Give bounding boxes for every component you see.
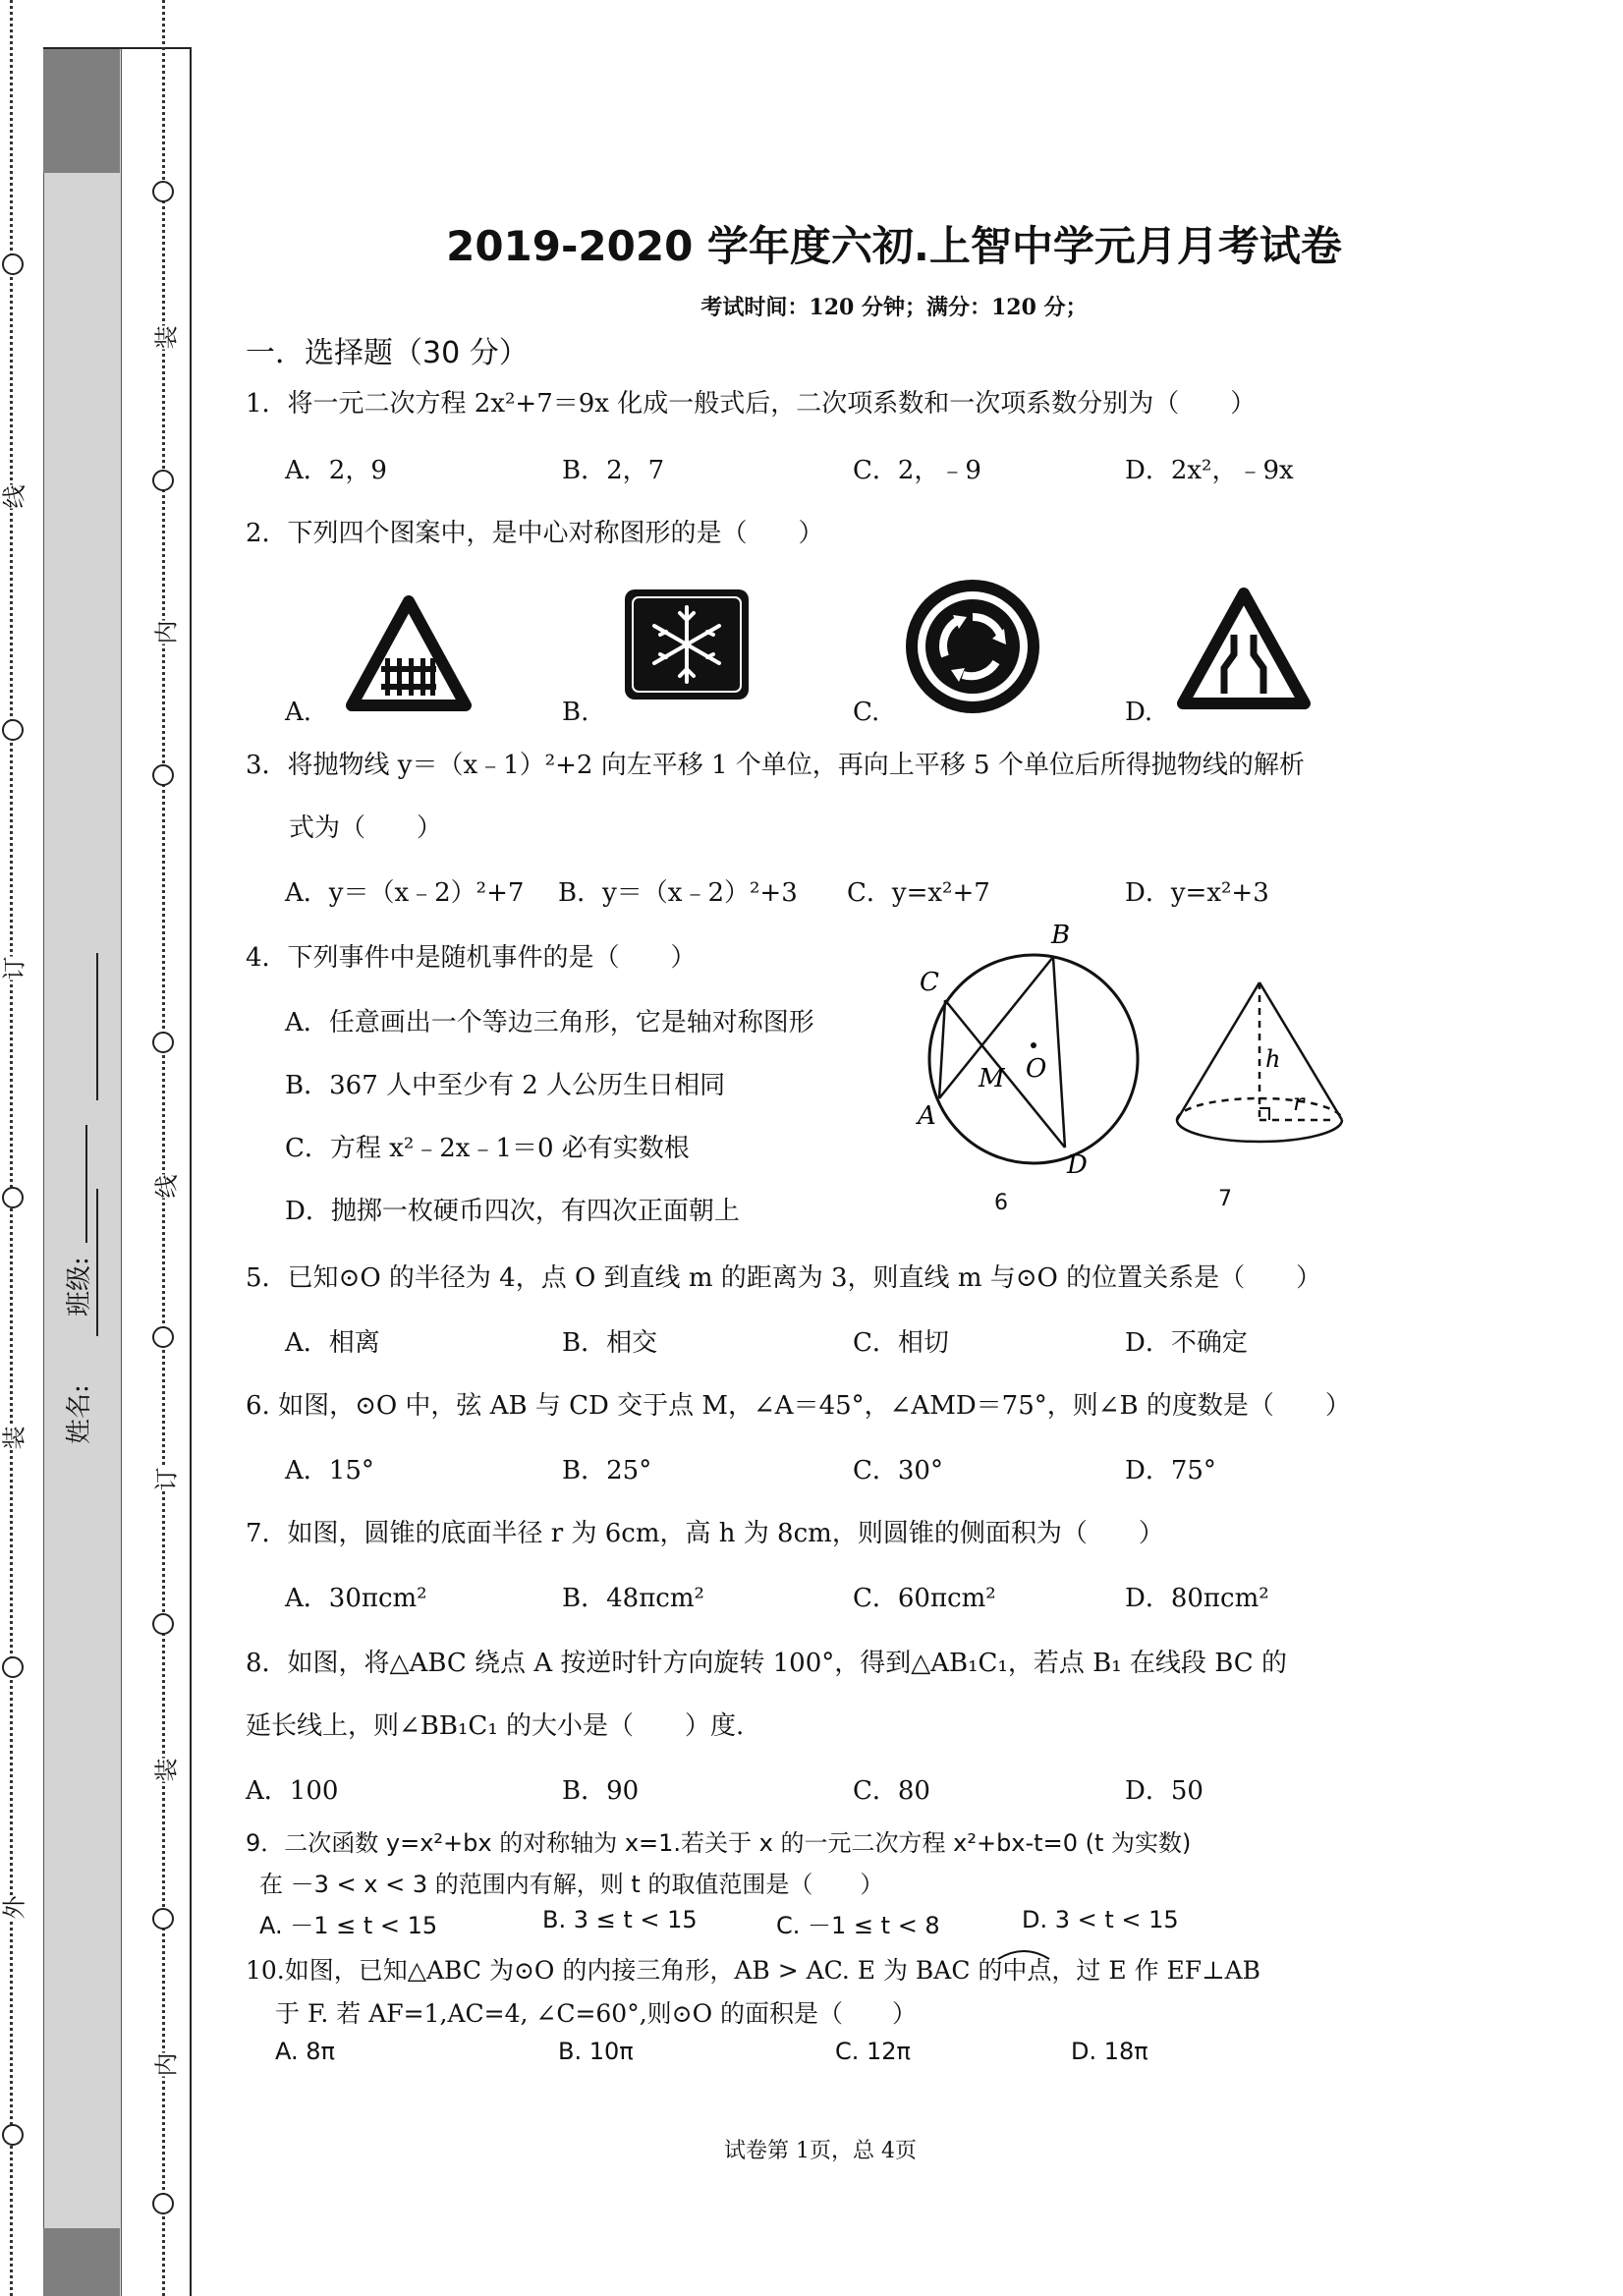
q8-option-a[interactable]: A．100 <box>246 1776 339 1806</box>
q10-option-d[interactable]: D. 18π <box>1071 2038 1148 2065</box>
q6-option-a[interactable]: A．15° <box>285 1456 374 1485</box>
fig7-label-h: h <box>1265 1045 1281 1073</box>
q3-option-c[interactable]: C．y=x²+7 <box>847 878 990 908</box>
outer-char-xian: 线 <box>0 485 29 509</box>
q9-option-c[interactable]: C. －1 ≤ t < 8 <box>776 1912 940 1939</box>
page-title: 2019-2020 学年度六初.上智中学元月月考试卷 <box>446 222 1342 270</box>
q7-stem: 7．如图，圆锥的底面半径 r 为 6cm，高 h 为 8cm，则圆锥的侧面积为（ ） <box>246 1519 1164 1548</box>
class-underline <box>96 953 98 1100</box>
inner-circle-6 <box>152 1613 174 1635</box>
inner-char-zhuang-2: 装 <box>147 1759 182 1782</box>
q5-option-d[interactable]: D．不确定 <box>1125 1328 1248 1358</box>
q1-stem: 1．将一元二次方程 2x²+7＝9x 化成一般式后，二次项系数和一次项系数分别为（ ） <box>246 389 1257 419</box>
q2-option-c[interactable]: C. <box>853 698 880 727</box>
fig6-label-o: O <box>1026 1054 1047 1084</box>
inner-circle-1 <box>152 181 174 202</box>
fig7-label-r: r <box>1293 1089 1305 1116</box>
q4-stem: 4．下列事件中是随机事件的是（ ） <box>246 943 697 973</box>
binding-top-block <box>43 47 120 173</box>
inner-circle-2 <box>152 470 174 491</box>
roundabout-sign-icon <box>902 576 1043 717</box>
q8-stem-line1: 8．如图，将△ABC 绕点 A 按逆时针方向旋转 100°，得到△AB₁C₁，若点 B₁ 在线段 BC 的 <box>246 1649 1287 1678</box>
inner-char-nei-2: 内 <box>147 2053 182 2077</box>
q7-option-a[interactable]: A．30πcm² <box>285 1584 427 1613</box>
outer-circle-4 <box>2 1656 24 1678</box>
q1-option-a[interactable]: A．2，9 <box>285 456 387 485</box>
arc-mark-icon <box>994 1947 1053 1961</box>
q4-option-c[interactable]: C．方程 x²﹣2x﹣1＝0 必有实数根 <box>285 1134 690 1163</box>
q3-option-b[interactable]: B．y＝（x﹣2）²+3 <box>558 878 798 908</box>
class-field[interactable] <box>59 1120 98 1316</box>
q10-stem-line1: 10.如图，已知△ABC 为⊙O 的内接三角形，AB > AC. E 为 BAC 的中点，过 E 作 EF⊥AB <box>246 1956 1261 1985</box>
q3-stem-line1: 3．将抛物线 y＝（x﹣1）²+2 向左平移 1 个单位，再向上平移 5 个单位后所得抛物线的解析 <box>246 751 1305 780</box>
inner-solid-line <box>190 47 192 2296</box>
class-label: 班级: <box>65 1257 94 1316</box>
q8-option-c[interactable]: C．80 <box>853 1776 930 1806</box>
q3-option-a[interactable]: A．y＝（x﹣2）²+7 <box>285 878 525 908</box>
binding-top-border <box>43 47 191 49</box>
q10-option-c[interactable]: C. 12π <box>835 2038 912 2065</box>
page-footer: 试卷第 1页，总 4页 <box>724 2139 917 2163</box>
outer-circle-1 <box>2 253 24 275</box>
q7-option-c[interactable]: C．60πcm² <box>853 1584 996 1613</box>
fig6-label-m: M <box>979 1064 1005 1093</box>
fig6-label-b: B <box>1051 921 1071 950</box>
name-underline <box>96 1189 98 1336</box>
inner-circle-4 <box>152 1032 174 1053</box>
q5-option-c[interactable]: C．相切 <box>853 1328 949 1358</box>
snowflake-sign-icon <box>623 588 751 701</box>
q6-stem: 6. 如图，⊙O 中，弦 AB 与 CD 交于点 M，∠A＝45°，∠AMD＝75°，则∠B 的度数是（ ） <box>246 1391 1351 1421</box>
q9-option-b[interactable]: B. 3 ≤ t < 15 <box>542 1906 698 1933</box>
figure-6-circle-chords <box>910 914 1146 1179</box>
outer-circle-3 <box>2 1187 24 1208</box>
inner-circle-3 <box>152 764 174 786</box>
name-field[interactable] <box>59 1366 98 1562</box>
railway-crossing-sign-icon <box>346 595 472 711</box>
q5-stem: 5．已知⊙O 的半径为 4，点 O 到直线 m 的距离为 3，则直线 m 与⊙O 的位置关系是（ ） <box>246 1263 1322 1293</box>
q4-option-d[interactable]: D．抛掷一枚硬币四次，有四次正面朝上 <box>285 1197 740 1226</box>
q5-option-b[interactable]: B．相交 <box>562 1328 658 1358</box>
q1-option-c[interactable]: C．2，﹣9 <box>853 456 981 485</box>
outer-dotted-line <box>10 0 13 2296</box>
inner-char-nei-1: 内 <box>147 621 182 644</box>
q8-option-d[interactable]: D．50 <box>1125 1776 1203 1806</box>
q8-option-b[interactable]: B．90 <box>562 1776 640 1806</box>
q9-stem-line2: 在 －3 < x < 3 的范围内有解，则 t 的取值范围是（ ） <box>259 1871 884 1898</box>
q1-option-b[interactable]: B．2，7 <box>562 456 665 485</box>
q10-option-b[interactable]: B. 10π <box>558 2038 634 2065</box>
binding-bottom-block <box>43 2228 120 2296</box>
q2-option-d[interactable]: D. <box>1125 698 1153 727</box>
inner-char-xian: 线 <box>147 1175 182 1199</box>
q2-option-a[interactable]: A. <box>285 698 312 727</box>
road-narrows-sign-icon <box>1175 586 1313 711</box>
q8-stem-line2: 延长线上，则∠BB₁C₁ 的大小是（ ）度. <box>246 1711 745 1741</box>
outer-char-ding: 订 <box>0 957 29 980</box>
q9-stem-line1: 9．二次函数 y=x²+bx 的对称轴为 x=1.若关于 x 的一元二次方程 x²+bx-t=0 (t 为实数) <box>246 1829 1192 1857</box>
outer-char-zhuang: 装 <box>0 1427 29 1450</box>
q7-option-b[interactable]: B．48πcm² <box>562 1584 704 1613</box>
fig6-label-c: C <box>920 968 939 997</box>
name-label: 姓名: <box>65 1384 94 1444</box>
q10-option-a[interactable]: A. 8π <box>275 2038 335 2065</box>
outer-char-wai: 外 <box>0 1896 29 1920</box>
section-heading: 一．选择题（30 分） <box>246 336 529 370</box>
figure-6-caption: 6 <box>994 1191 1008 1215</box>
q2-stem: 2．下列四个图案中，是中心对称图形的是（ ） <box>246 519 824 548</box>
q9-option-d[interactable]: D. 3 < t < 15 <box>1022 1906 1179 1933</box>
q3-stem-line2: 式为（ ） <box>289 813 443 843</box>
inner-circle-7 <box>152 1908 174 1930</box>
q3-option-d[interactable]: D．y=x²+3 <box>1125 878 1269 908</box>
figure-7-caption: 7 <box>1218 1187 1232 1211</box>
q6-option-c[interactable]: C．30° <box>853 1456 943 1485</box>
q5-option-a[interactable]: A．相离 <box>285 1328 380 1358</box>
inner-char-ding: 订 <box>147 1468 182 1491</box>
q6-option-b[interactable]: B．25° <box>562 1456 652 1485</box>
q10-stem-line2: 于 F. 若 AF=1,AC=4, ∠C=60°,则⊙O 的面积是（ ） <box>275 1999 918 2028</box>
page-subtitle: 考试时间：120 分钟；满分：120 分； <box>700 295 1088 320</box>
fig6-label-a: A <box>918 1101 936 1131</box>
figure-7-cone <box>1169 973 1356 1159</box>
fig6-label-d: D <box>1067 1150 1088 1179</box>
q6-option-d[interactable]: D．75° <box>1125 1456 1216 1485</box>
inner-circle-8 <box>152 2193 174 2214</box>
q2-option-b[interactable]: B. <box>562 698 589 727</box>
q1-option-d[interactable]: D．2x²，﹣9x <box>1125 456 1294 485</box>
inner-circle-5 <box>152 1326 174 1348</box>
q7-option-d[interactable]: D．80πcm² <box>1125 1584 1269 1613</box>
outer-circle-2 <box>2 719 24 741</box>
q9-option-a[interactable]: A. －1 ≤ t < 15 <box>259 1912 438 1939</box>
q4-option-a[interactable]: A．任意画出一个等边三角形，它是轴对称图形 <box>285 1008 814 1037</box>
outer-circle-5 <box>2 2124 24 2146</box>
q4-option-b[interactable]: B．367 人中至少有 2 人公历生日相同 <box>285 1071 726 1100</box>
inner-char-zhuang-1: 装 <box>147 326 182 350</box>
